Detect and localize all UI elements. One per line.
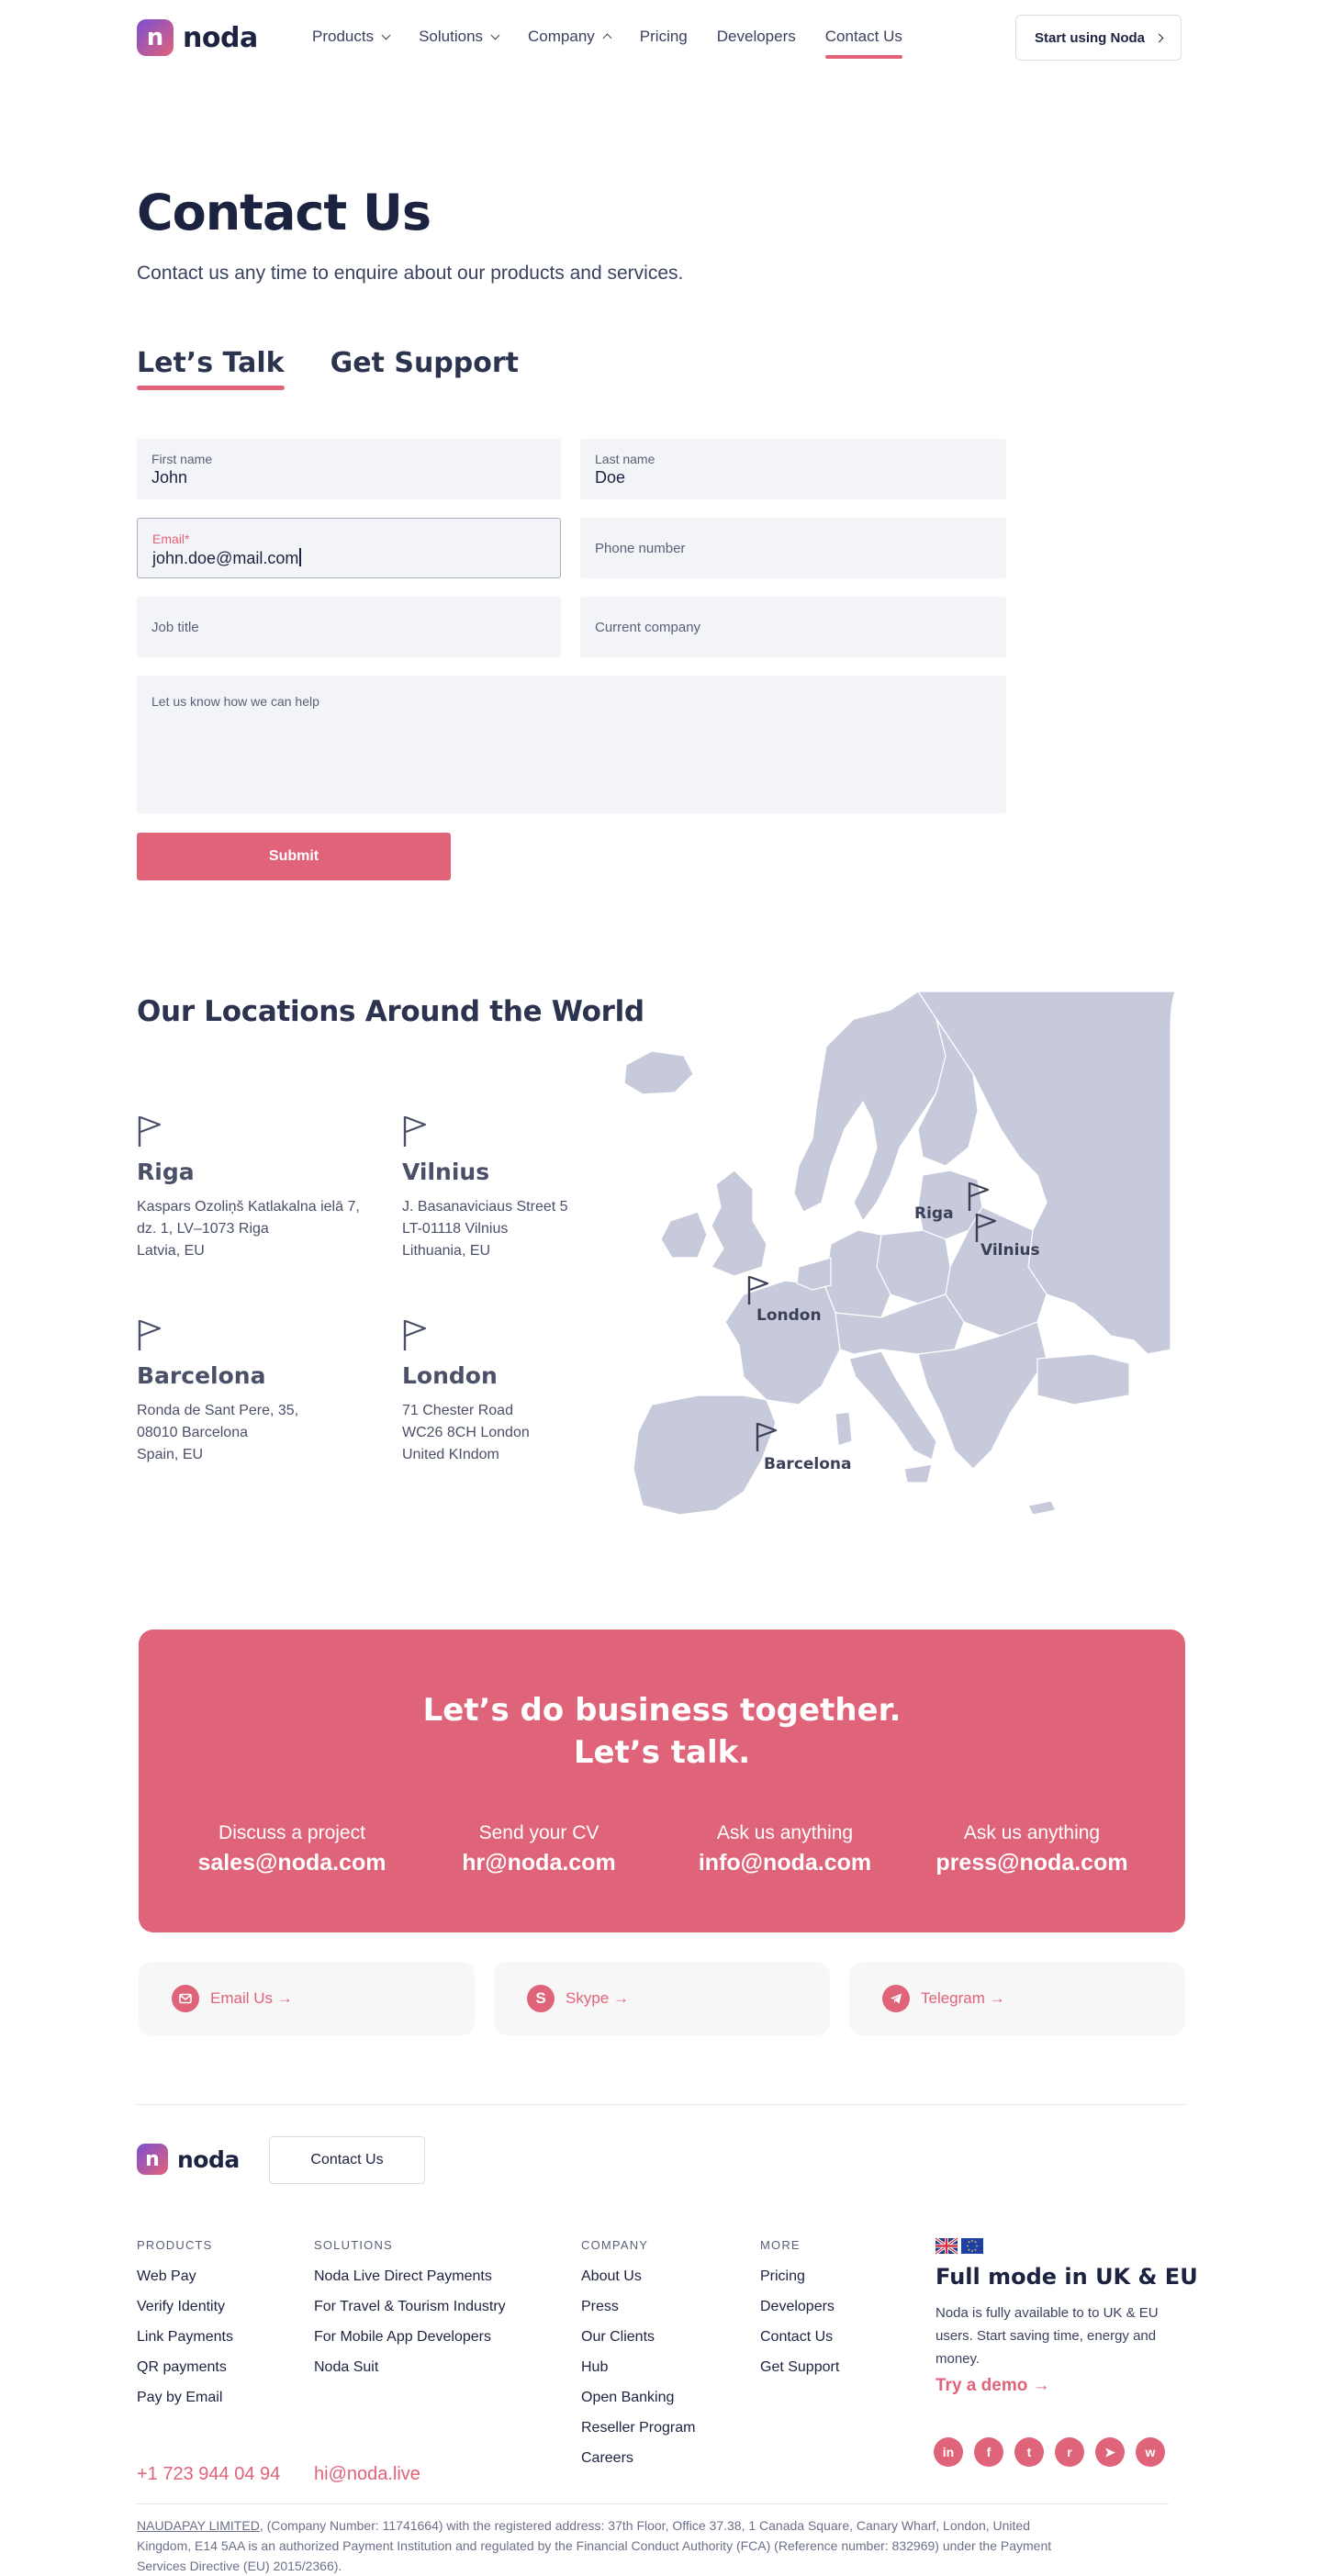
legal-divider: [137, 2503, 1169, 2504]
europe-map: [615, 991, 1175, 1542]
email-us-card[interactable]: [139, 1962, 475, 2035]
reddit-icon[interactable]: r: [1055, 2437, 1084, 2467]
last-name-value: Doe: [595, 468, 626, 487]
cta-email-link[interactable]: info@noda.com: [698, 1850, 872, 1876]
flag-icon: [402, 1114, 428, 1148]
telegram-icon[interactable]: ➤: [1095, 2437, 1125, 2467]
message-textarea[interactable]: [137, 676, 1006, 813]
address-line: dz. 1, LV–1073 Riga: [137, 1221, 269, 1237]
cta-email-link[interactable]: hr@noda.com: [462, 1850, 616, 1876]
company-placeholder: Current company: [595, 619, 701, 635]
nav-item-solutions[interactable]: [419, 28, 499, 46]
facebook-icon[interactable]: f: [974, 2437, 1003, 2467]
address-line: Lithuania, EU: [402, 1243, 491, 1259]
footer-link[interactable]: Developers: [760, 2299, 835, 2314]
email-us-label: Email Us →: [210, 1989, 293, 2007]
footer-column-heading: MORE: [760, 2238, 801, 2252]
nav-item-label: Solutions: [419, 28, 484, 45]
skype-label: Skype →: [566, 1989, 629, 2007]
flag-icon: [402, 1318, 428, 1351]
address-line: 71 Chester Road: [402, 1403, 513, 1418]
nav-item-contact-us[interactable]: [825, 28, 902, 46]
whatsapp-icon[interactable]: w: [1136, 2437, 1165, 2467]
office-riga: [137, 1114, 385, 1262]
first-name-field[interactable]: [137, 439, 561, 499]
footer-link[interactable]: Press: [581, 2299, 619, 2314]
cta-column-label: Discuss a project: [218, 1822, 365, 1843]
footer-link[interactable]: Get Support: [760, 2359, 840, 2375]
email-value-wrap: [152, 548, 301, 568]
eu-flag-icon: [961, 2238, 983, 2254]
address-line: 08010 Barcelona: [137, 1425, 248, 1440]
footer-link[interactable]: QR payments: [137, 2359, 227, 2375]
email-label: Email*: [152, 532, 190, 546]
company-field[interactable]: [580, 597, 1006, 657]
promo-title: Full mode in UK & EU: [935, 2264, 1198, 2290]
nav-item-pricing[interactable]: [640, 28, 688, 46]
address-line: Spain, EU: [137, 1447, 204, 1462]
footer-column-company: [581, 2238, 695, 2467]
skype-card[interactable]: [494, 1962, 830, 2035]
nav-item-company[interactable]: [528, 28, 611, 46]
start-using-noda-button[interactable]: [1015, 15, 1182, 61]
top-navigation: [0, 0, 1322, 77]
address-line: United KIndom: [402, 1447, 499, 1462]
office-address: [402, 1400, 650, 1466]
footer-email-link[interactable]: hi@noda.live: [314, 2464, 420, 2484]
footer-link[interactable]: Careers: [581, 2450, 633, 2466]
footer-column-more: [760, 2238, 839, 2376]
cta-column: [415, 1822, 663, 1876]
chevron-right-icon: [1155, 33, 1164, 42]
footer-link[interactable]: Pay by Email: [137, 2390, 223, 2405]
cta-column: [908, 1822, 1156, 1876]
address-line: WC26 8CH London: [402, 1425, 530, 1440]
twitter-icon[interactable]: t: [1014, 2437, 1044, 2467]
office-city: Riga: [137, 1159, 195, 1185]
cta-column: [661, 1822, 909, 1876]
nav-item-products[interactable]: [312, 28, 389, 46]
office-barcelona: [137, 1318, 385, 1466]
map-label-riga: Riga: [914, 1204, 954, 1223]
nav-item-label: Pricing: [639, 28, 688, 45]
cta-title: [139, 1689, 1185, 1774]
office-address: [402, 1196, 650, 1262]
first-name-label: First name: [151, 452, 213, 466]
start-button-label: Start using Noda: [1034, 29, 1145, 46]
footer-column-heading: PRODUCTS: [137, 2238, 213, 2252]
footer-column-solutions: [314, 2238, 506, 2376]
legal-text: , (Company Number: 11741664) with the registered address: 37th Floor, Office 37.38, 1 Canada Square, Canary Wharf, London, United Kingdom, E14 5AA is an authorized Payment Institution and regulated by the Financial Conduct Authority (FCA) (Reference number: 832969) under the Payment Services Directive (EU) 2015/2366).: [137, 2518, 1052, 2573]
telegram-card[interactable]: [849, 1962, 1185, 2035]
first-name-value: John: [151, 468, 188, 487]
europe-map-shape: [615, 991, 1175, 1542]
address-line: Ronda de Sant Pere, 35,: [137, 1403, 299, 1418]
page-title: Contact Us: [137, 184, 431, 241]
business-cta-banner: [139, 1630, 1185, 1932]
region-flags: [935, 2238, 983, 2254]
legal-company-link[interactable]: NAUDAPAY LIMITED: [137, 2518, 260, 2533]
address-line: J. Basanaviciaus Street 5: [402, 1199, 568, 1215]
submit-button[interactable]: Submit: [137, 833, 451, 880]
logo-text: noda: [183, 21, 258, 54]
footer-link[interactable]: About Us: [581, 2268, 642, 2284]
address-line: Latvia, EU: [137, 1243, 205, 1259]
nav-item-label: Company: [528, 28, 595, 45]
nav-item-label: Developers: [716, 28, 796, 45]
footer-phone-link[interactable]: +1 723 944 04 94: [137, 2464, 281, 2484]
office-address: [137, 1196, 385, 1262]
office-city: Vilnius: [402, 1159, 490, 1185]
cta-title-line: Let’s talk.: [573, 1734, 751, 1771]
last-name-label: Last name: [595, 452, 655, 466]
contact-tabs: [137, 347, 519, 390]
telegram-label: Telegram →: [921, 1989, 1005, 2007]
chevron-down-icon: [382, 30, 391, 39]
logo-mark: n: [137, 19, 174, 56]
footer-column-heading: SOLUTIONS: [314, 2238, 393, 2252]
footer-column-heading: COMPANY: [581, 2238, 649, 2252]
flag-icon: [974, 1212, 998, 1243]
footer-link[interactable]: Web Pay: [137, 2268, 196, 2284]
promo-text: Noda is fully available to to UK & EU users. Start saving time, energy and money.: [935, 2305, 1159, 2367]
footer-link[interactable]: Noda Live Direct Payments: [314, 2268, 492, 2284]
office-london: [402, 1318, 650, 1466]
main-menu: [312, 28, 902, 46]
page-subtitle: Contact us any time to enquire about our products and services.: [137, 263, 684, 284]
office-vilnius: [402, 1114, 650, 1262]
map-label-vilnius: Vilnius: [980, 1241, 1040, 1260]
try-demo-link[interactable]: Try a demo →: [935, 2376, 1050, 2395]
logo-text: noda: [177, 2145, 240, 2173]
uk-flag-icon: [935, 2238, 958, 2254]
social-links: [934, 2437, 1165, 2467]
legal-disclaimer: [137, 2515, 1082, 2576]
mail-icon: [172, 1985, 199, 2012]
cta-email-link[interactable]: sales@noda.com: [197, 1850, 387, 1876]
job-title-field[interactable]: [137, 597, 561, 657]
footer-link[interactable]: Reseller Program: [581, 2420, 696, 2436]
chevron-up-icon: [602, 34, 611, 43]
footer-link[interactable]: Contact Us: [760, 2329, 834, 2345]
footer-link[interactable]: Open Banking: [581, 2390, 675, 2405]
footer-logo[interactable]: [137, 2144, 240, 2175]
cta-column-label: Ask us anything: [963, 1822, 1101, 1843]
footer-contact-button[interactable]: Contact Us: [269, 2136, 425, 2184]
email-value: john.doe@mail.com: [152, 549, 299, 567]
office-address: [137, 1400, 385, 1466]
flag-icon: [746, 1274, 770, 1305]
nav-item-developers[interactable]: [717, 28, 796, 46]
footer-link[interactable]: Hub: [581, 2359, 609, 2375]
footer-link[interactable]: Noda Suit: [314, 2359, 379, 2375]
message-placeholder: Let us know how we can help: [151, 694, 319, 709]
office-city: Barcelona: [137, 1362, 266, 1389]
phone-field[interactable]: [580, 518, 1006, 578]
nav-item-label: Contact Us: [824, 28, 902, 45]
footer-column-products: [137, 2238, 233, 2406]
skype-icon: S: [527, 1985, 555, 2012]
nav-item-label: Products: [312, 28, 375, 45]
footer-link[interactable]: Link Payments: [137, 2329, 233, 2345]
flag-icon: [755, 1421, 779, 1452]
cta-column-label: Ask us anything: [716, 1822, 854, 1843]
noda-logo[interactable]: [137, 19, 258, 56]
footer-link[interactable]: Pricing: [760, 2268, 805, 2284]
job-title-placeholder: Job title: [151, 619, 199, 635]
last-name-field[interactable]: [580, 439, 1006, 499]
email-field[interactable]: [137, 518, 561, 578]
cta-title-line: Let’s do business together.: [422, 1692, 902, 1729]
cta-column-label: Send your CV: [478, 1822, 599, 1843]
address-line: LT-01118 Vilnius: [402, 1221, 509, 1237]
office-city: London: [402, 1362, 498, 1389]
footer-link[interactable]: For Travel & Tourism Industry: [314, 2299, 506, 2314]
map-label-london: London: [756, 1306, 822, 1325]
footer-link[interactable]: For Mobile App Developers: [314, 2329, 491, 2345]
footer-link[interactable]: Verify Identity: [137, 2299, 226, 2314]
tab-get-support[interactable]: Get Support: [330, 347, 519, 379]
chevron-down-icon: [491, 30, 500, 39]
flag-icon: [137, 1318, 162, 1351]
text-caret: [299, 548, 301, 566]
logo-mark: n: [137, 2144, 168, 2175]
cta-column: [168, 1822, 416, 1876]
address-line: Kaspars Ozoliņš Katlakalna ielā 7,: [137, 1199, 360, 1215]
tab-lets-talk[interactable]: Let’s Talk: [137, 347, 285, 390]
telegram-icon: [882, 1985, 910, 2012]
footer-link[interactable]: Our Clients: [581, 2329, 655, 2345]
cta-email-link[interactable]: press@noda.com: [935, 1850, 1128, 1876]
phone-placeholder: Phone number: [595, 540, 686, 556]
locations-title: Our Locations Around the World: [137, 995, 644, 1028]
section-divider: [137, 2104, 1185, 2105]
flag-icon: [137, 1114, 162, 1148]
linkedin-icon[interactable]: in: [934, 2437, 963, 2467]
map-label-barcelona: Barcelona: [764, 1455, 852, 1473]
flag-icon: [967, 1181, 991, 1212]
